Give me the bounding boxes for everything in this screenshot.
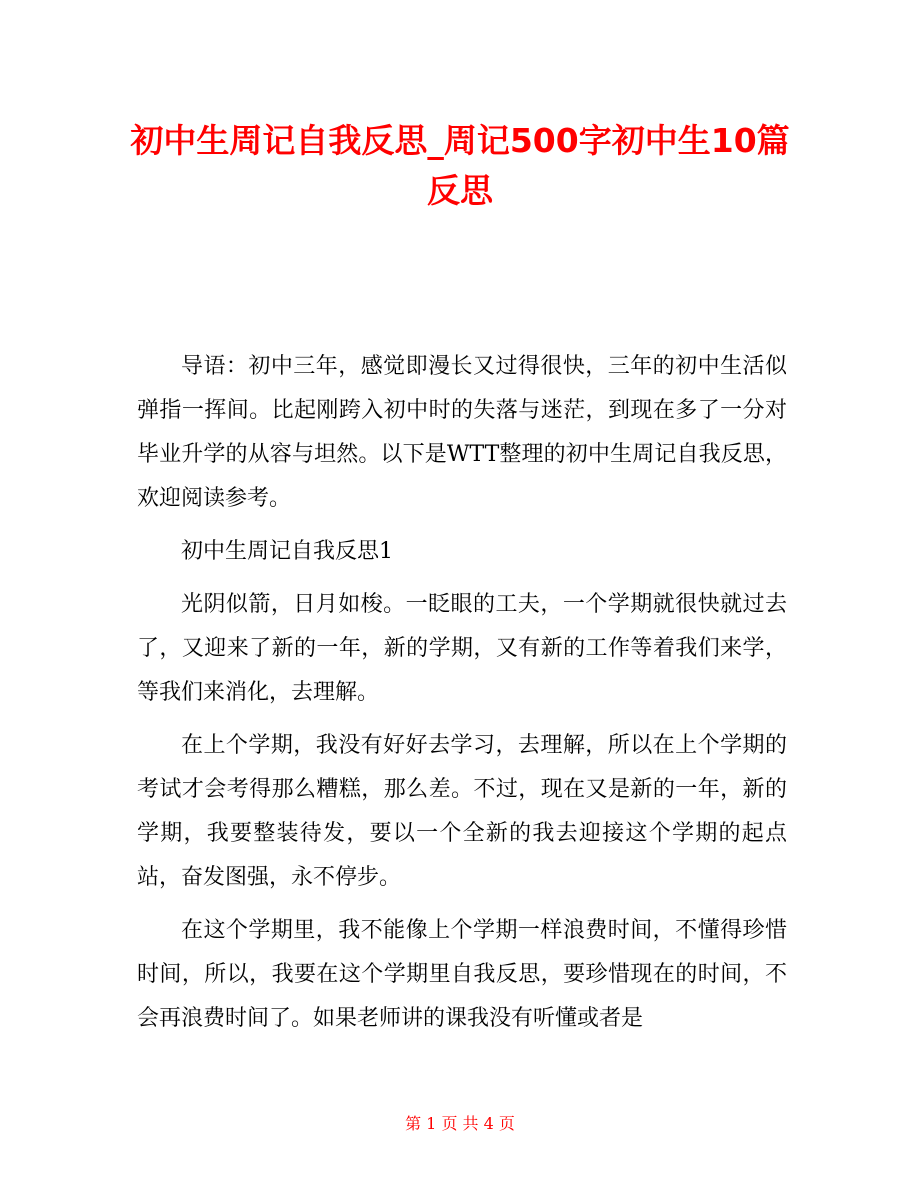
body-paragraph: 在这个学期里，我不能像上个学期一样浪费时间，不懂得珍惜时间，所以，我要在这个学期里自我反思，要珍惜现在的时间，不会再浪费时间了。如果老师讲的课我没有听懂或者是 xyxy=(137,918,787,1031)
section-heading: 初中生周记自我反思1 xyxy=(181,539,393,564)
body-paragraph: 光阴似箭，日月如梭。一眨眼的工夫，一个学期就很快就过去了，又迎来了新的一年，新的学期，又有新的工作等着我们来学，等我们来消化，去理解。 xyxy=(137,592,787,705)
document-title: 初中生周记自我反思_周记500字初中生10篇反思 xyxy=(130,121,790,210)
body-paragraph: 在上个学期，我没有好好去学习，去理解，所以在上个学期的考试才会考得那么糟糕，那么差。不过，现在又是新的一年，新的学期，我要整装待发，要以一个全新的我去迎接这个学期的起点站，奋发图强，永不停步。 xyxy=(137,733,787,890)
document-body xyxy=(137,345,787,1050)
intro-paragraph: 导语：初中三年，感觉即漫长又过得很快，三年的初中生活似弹指一挥间。比起刚跨入初中时的失落与迷茫，到现在多了一分对毕业升学的从容与坦然。以下是WTT整理的初中生周记自我反思，欢迎阅读参考。 xyxy=(137,354,787,511)
page-number-footer: 第 1 页 共 4 页 xyxy=(405,1114,515,1133)
